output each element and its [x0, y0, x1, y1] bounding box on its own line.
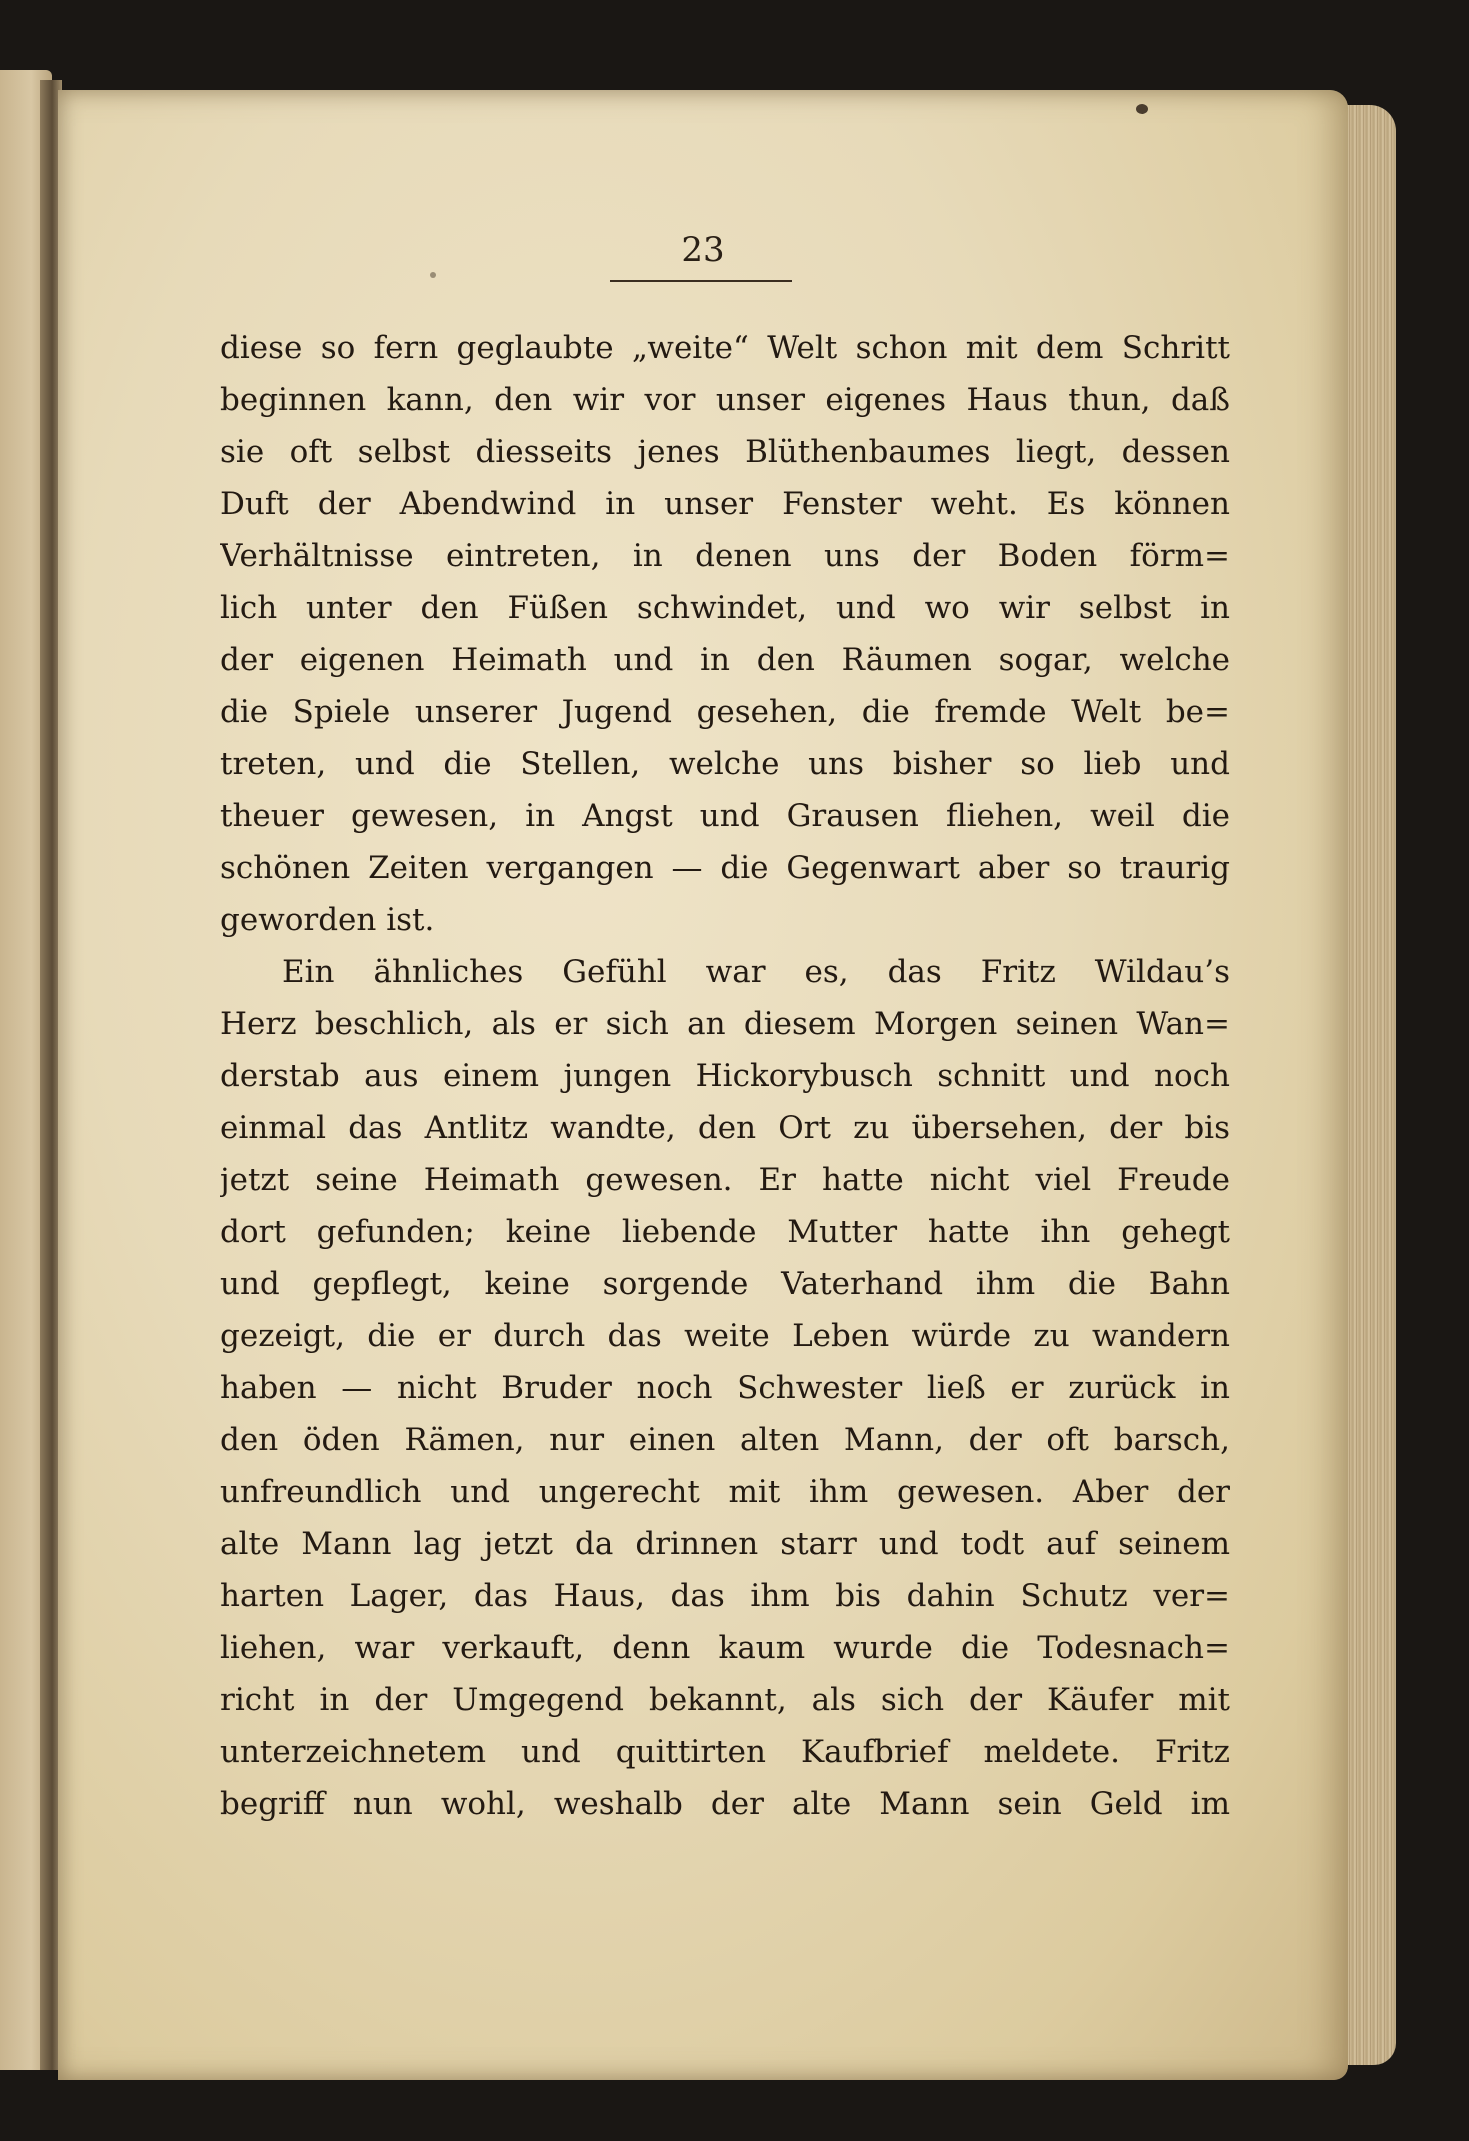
book-page [58, 90, 1348, 2080]
text-line: und gepflegt, keine sorgende Vaterhand ihm die Bahn [220, 1266, 1230, 1302]
text-line: harten Lager, das Haus, das ihm bis dahin Schutz ver= [220, 1578, 1230, 1614]
text-line: den öden Rämen, nur einen alten Mann, der oft barsch, [220, 1422, 1230, 1458]
text-line: derstab aus einem jungen Hickorybusch schnitt und noch [220, 1058, 1230, 1094]
text-line: geworden ist. [220, 902, 435, 938]
text-line: richt in der Umgegend bekannt, als sich der Käufer mit [220, 1682, 1230, 1718]
text-line: lich unter den Füßen schwindet, und wo wir selbst in [220, 590, 1230, 626]
text-line: liehen, war verkauft, denn kaum wurde die Todesnach= [220, 1630, 1230, 1666]
text-line: beginnen kann, den wir vor unser eigenes Haus thun, daß [220, 382, 1230, 418]
text-line: diese so fern geglaubte „weite“ Welt schon mit dem Schritt [220, 330, 1230, 366]
text-line: unterzeichnetem und quittirten Kaufbrief meldete. Fritz [220, 1734, 1230, 1770]
header-rule [610, 280, 792, 282]
text-line: schönen Zeiten vergangen — die Gegenwart aber so traurig [220, 850, 1230, 886]
text-line: dort gefunden; keine liebende Mutter hatte ihn gehegt [220, 1214, 1230, 1250]
ink-spot [430, 272, 436, 278]
text-line: Duft der Abendwind in unser Fenster weht. Es können [220, 486, 1230, 522]
text-line: sie oft selbst diesseits jenes Blüthenbaumes liegt, dessen [220, 434, 1230, 470]
text-line: der eigenen Heimath und in den Räumen sogar, welche [220, 642, 1230, 678]
text-line: haben — nicht Bruder noch Schwester ließ er zurück in [220, 1370, 1230, 1406]
text-line: Ein ähnliches Gefühl war es, das Fritz Wildau’s [282, 954, 1230, 990]
text-line: theuer gewesen, in Angst und Grausen fliehen, weil die [220, 798, 1230, 834]
text-line: unfreundlich und ungerecht mit ihm gewesen. Aber der [220, 1474, 1230, 1510]
text-line: alte Mann lag jetzt da drinnen starr und todt auf seinem [220, 1526, 1230, 1562]
text-line: treten, und die Stellen, welche uns bisher so lieb und [220, 746, 1230, 782]
text-line: begriff nun wohl, weshalb der alte Mann sein Geld im [220, 1786, 1230, 1822]
text-line: Herz beschlich, als er sich an diesem Morgen seinen Wan= [220, 1006, 1230, 1042]
ink-spot [1136, 104, 1148, 114]
text-line: Verhältnisse eintreten, in denen uns der Boden förm= [220, 538, 1230, 574]
text-line: einmal das Antlitz wandte, den Ort zu übersehen, der bis [220, 1110, 1230, 1146]
page-number: 23 [681, 230, 725, 270]
text-line: gezeigt, die er durch das weite Leben würde zu wandern [220, 1318, 1230, 1354]
text-line: jetzt seine Heimath gewesen. Er hatte nicht viel Freude [220, 1162, 1230, 1198]
text-line: die Spiele unserer Jugend gesehen, die fremde Welt be= [220, 694, 1230, 730]
body-text [220, 322, 1230, 1830]
